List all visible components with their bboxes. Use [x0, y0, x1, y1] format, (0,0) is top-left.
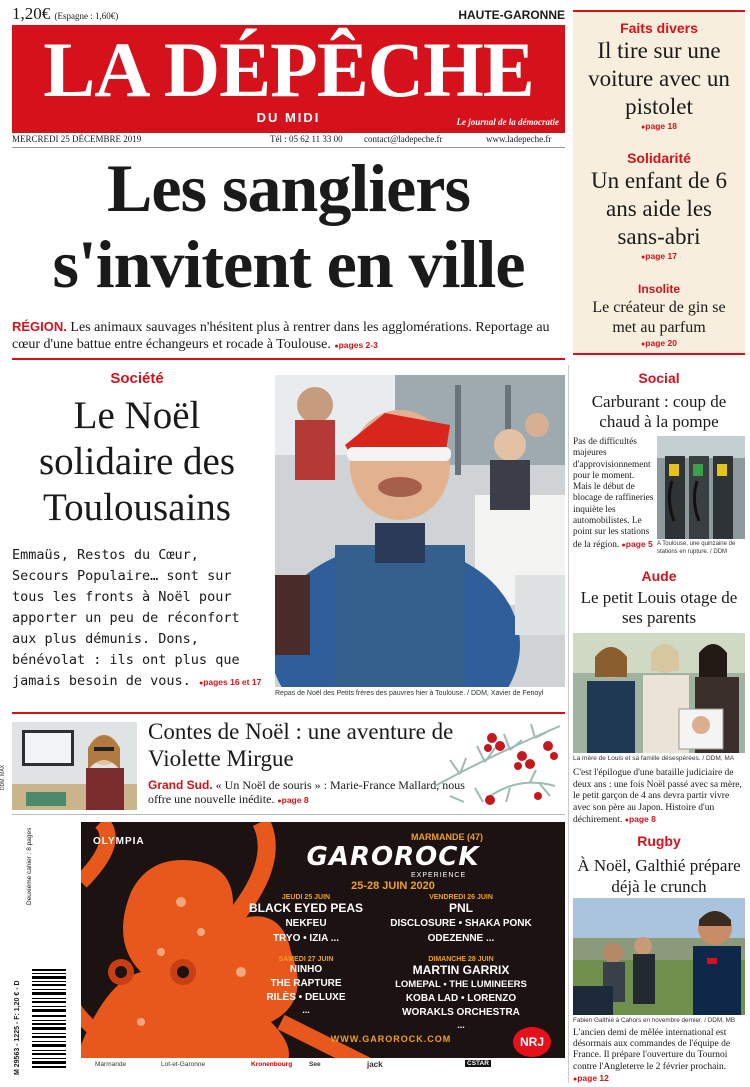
- aude-title: Le petit Louis otage de ses parents: [580, 588, 738, 627]
- contes-title: Contes de Noël : une aventure de Violette Mirgue: [148, 719, 454, 771]
- ad-nrj-text: NRJ: [519, 1035, 544, 1049]
- societe-article[interactable]: [12, 370, 262, 694]
- contes-page-ref[interactable]: ● page 8: [277, 795, 308, 805]
- ad-artist: PNL: [449, 901, 473, 915]
- page-ref: ● page 18: [573, 121, 745, 131]
- photo-aude-family-graphic: [573, 633, 745, 753]
- ad-day-label: SAMEDI 27 JUIN: [278, 956, 334, 963]
- ad-day-3: [231, 956, 381, 1015]
- sidebar-item-title: Le créateur de gin se met au parfum: [592, 299, 726, 336]
- lead-page-ref[interactable]: ● pages 2-3: [334, 340, 377, 350]
- social-title: Carburant : coup de chaud à la pompe: [591, 392, 727, 431]
- contes-deck: [148, 778, 466, 809]
- lead-deck: [12, 318, 565, 360]
- price-main: 1,20€: [12, 4, 51, 23]
- ad-day-4: [381, 956, 541, 1030]
- lead-headline-line-1: Les sangliers: [107, 150, 470, 226]
- sponsor-logo: Marmande: [95, 1061, 127, 1068]
- sponsor-logo: Lot-et-Garonne: [161, 1061, 206, 1068]
- sponsor-logo: jack: [367, 1060, 383, 1069]
- edition-label: HAUTE-GARONNE: [458, 8, 565, 22]
- societe-page-ref[interactable]: ● pages 16 et 17: [199, 677, 261, 687]
- sidebar-item-title: Il tire sur une voiture avec un pistolet: [588, 38, 730, 119]
- ad-nrj-logo: [513, 1027, 551, 1057]
- ad-day-label: DIMANCHE 28 JUIN: [428, 956, 494, 963]
- ad-artist: THE RAPTURE: [270, 978, 342, 989]
- ad-artist: KOBA LAD • LORENZO: [405, 993, 517, 1004]
- social-rubric: Social: [638, 370, 680, 386]
- ad-dates: 25-28 JUIN 2020: [351, 880, 435, 892]
- masthead-motto: Le journal de la démocratie: [456, 117, 559, 127]
- masthead-subtitle: DU MIDI: [256, 110, 321, 125]
- lead-headline-line-2: s'invitent en ville: [52, 226, 525, 302]
- ad-artist: DISCLOSURE • SHAKA PONK: [390, 918, 532, 929]
- ad-artist: ...: [457, 1020, 465, 1030]
- ad-artist: RILÈS • DELUXE: [266, 992, 346, 1003]
- barcode-icon: [30, 965, 68, 1070]
- barcode-text: M 29563 - 1225 - F: 1,20 € - D: [14, 980, 21, 1075]
- ad-brand: OLYMPIA: [93, 836, 145, 847]
- photo-aude-caption: La mère de Louis et sa famille désespérées. / DDM, MA: [573, 755, 735, 762]
- societe-rubric: Société: [110, 370, 164, 387]
- ad-day-1: [231, 894, 381, 946]
- barcode: [30, 965, 68, 1070]
- photo-noel-meal: [275, 375, 565, 687]
- societe-body-text: Emmaüs, Restos du Cœur, Secours Populaire… sont sur tous les fronts à Noël pour apporter un peu de réconfort aux plus démunis. Dons, bénévolat : ils ont plus que jamais besoin de vous.: [12, 547, 240, 689]
- photo-noel-meal-graphic: [275, 375, 565, 687]
- social-body-text: Pas de difficultés majeures d'approvisionnement pour le moment. Mais le début de blocage de raffineries inquiète les automobilistes. Le point sur les stations de la région.: [573, 437, 654, 550]
- ad-artist: ...: [302, 1005, 310, 1015]
- lead-kicker: RÉGION.: [12, 319, 67, 334]
- sidebar-item-solidarite[interactable]: [573, 150, 745, 261]
- societe-body: [12, 545, 262, 694]
- ad-location: MARMANDE (47): [411, 832, 483, 842]
- sponsor-logo: CSTAR: [467, 1060, 489, 1067]
- contes-kicker: Grand Sud.: [148, 778, 213, 792]
- rugby-body: [573, 1028, 745, 1085]
- masthead-banner: [12, 25, 565, 133]
- contes-body: « Un Noël de souris » : Marie-France Mallard, nous offre une nouvelle inédite.: [148, 778, 465, 806]
- rugby-page-ref[interactable]: ● page 12: [573, 1073, 609, 1083]
- price: [12, 4, 118, 24]
- rubric-label: Solidarité: [627, 150, 691, 166]
- sidebar-item-title: Un enfant de 6 ans aide les sans-abri: [590, 168, 728, 249]
- photo-violette-credit: DDM, MAX: [0, 765, 6, 790]
- ad-artist: NINHO: [289, 964, 323, 975]
- masthead-title: LA DÉPÊCHE: [43, 26, 534, 113]
- website-link[interactable]: www.ladepeche.fr: [486, 134, 552, 144]
- sidebar-item-faits-divers[interactable]: [573, 20, 745, 131]
- contes-bottom-rule: [12, 814, 565, 815]
- photo-galthie-graphic: [573, 898, 745, 1015]
- photo-noel-caption: Repas de Noël des Petits frères des pauvres hier à Toulouse. / DDM, Xavier de Fenoyl: [275, 690, 544, 697]
- ad-day-label: JEUDI 25 JUIN: [281, 894, 331, 901]
- supplement-label: Deuxième cahier : 8 pages: [26, 827, 33, 905]
- ad-festival-name: GAROROCK: [306, 842, 480, 872]
- photo-violette-mirgue: [12, 722, 137, 810]
- ad-artist: ODEZENNE ...: [427, 933, 495, 944]
- ad-artist: NEKFEU: [285, 918, 327, 929]
- ad-day-2: [381, 894, 541, 946]
- photo-galthie-caption: Fabien Galthié à Cahors en novembre dernier. / DDM, MB: [573, 1017, 736, 1024]
- rugby-article[interactable]: [573, 833, 745, 897]
- holly-decoration: [430, 716, 565, 812]
- sidebar-item-insolite[interactable]: [573, 282, 745, 348]
- rugby-title: À Noël, Galthié prépare déjà le crunch: [577, 856, 741, 896]
- contact-email[interactable]: contact@ladepeche.fr: [364, 134, 443, 144]
- garorock-ad[interactable]: [81, 822, 565, 1072]
- aude-rubric: Aude: [641, 568, 677, 584]
- sponsor-logo: Kronenbourg: [251, 1061, 293, 1068]
- aude-body-text: C'est l'épilogue d'une bataille judiciaire de deux ans : une fois Noël passé avec sa mère, le petit garçon de 4 ans devra partir vivre avec son père au Japon. Histoire d'un déchirement.: [573, 768, 742, 825]
- holly-branch-icon: [430, 716, 565, 812]
- lead-headline[interactable]: [12, 150, 565, 302]
- rubric-label: Faits divers: [620, 20, 698, 36]
- price-spain: (Espagne : 1,60€): [54, 11, 119, 21]
- ad-artist: MARTIN GARRIX: [412, 963, 510, 977]
- lead-deck-text: Les animaux sauvages n'hésitent plus à rentrer dans les agglomérations. Reportage au cœur d'une battue entre échangeurs et rocade à Toulouse.: [12, 320, 550, 352]
- ad-festival-sub: EXPERIENCE: [411, 872, 467, 879]
- aude-article[interactable]: [573, 568, 745, 628]
- page-ref: ● page 17: [573, 251, 745, 261]
- column-divider: [568, 365, 569, 1083]
- photo-galthie: [573, 898, 745, 1015]
- ad-website[interactable]: WWW.GAROROCK.COM: [330, 1034, 452, 1044]
- aude-body: [573, 768, 745, 827]
- ad-artist: LOMEPAL • THE LUMINEERS: [395, 979, 527, 990]
- ad-sponsor-bar: [81, 1058, 565, 1072]
- ad-day-label: VENDREDI 26 JUIN: [429, 894, 493, 901]
- photo-fuel-pumps-graphic: [657, 436, 745, 539]
- rubric-label: Insolite: [637, 282, 680, 296]
- photo-fuel-caption: A Toulouse, une quinzaine de stations en rupture. / DDM: [657, 541, 736, 555]
- ad-artist: BLACK EYED PEAS: [248, 901, 364, 915]
- contact-phone: Tél : 05 62 11 33 00: [270, 134, 343, 144]
- contes-article[interactable]: [148, 718, 466, 809]
- social-article[interactable]: [573, 370, 745, 432]
- social-body: [573, 437, 655, 551]
- rugby-body-text: L'ancien demi de mêlée international est désormais aux commandes de l'équipe de France. Il prépare l'ouverture du Tournoi contre l'Angleterre le 2 février prochain.: [573, 1028, 731, 1072]
- date-line: [12, 134, 565, 148]
- photo-aude-family: [573, 633, 745, 753]
- issue-date: MERCREDI 25 DÉCEMBRE 2019: [12, 134, 142, 144]
- contes-top-rule: [12, 712, 565, 714]
- societe-title: Le Noël solidaire des Toulousains: [38, 394, 236, 529]
- photo-fuel-pumps: [657, 436, 745, 539]
- social-page-ref[interactable]: ● page 5: [622, 539, 653, 549]
- sponsor-logo: See: [309, 1061, 321, 1068]
- photo-violette-graphic: [12, 722, 137, 810]
- sidebar-top: [573, 10, 745, 355]
- ad-artist: TRYO • IZIA ...: [272, 933, 340, 944]
- ad-artist: WORAKLS ORCHESTRA: [402, 1007, 520, 1018]
- rugby-rubric: Rugby: [637, 833, 681, 849]
- aude-page-ref[interactable]: ● page 8: [625, 814, 656, 824]
- page-ref: ● page 20: [573, 338, 745, 348]
